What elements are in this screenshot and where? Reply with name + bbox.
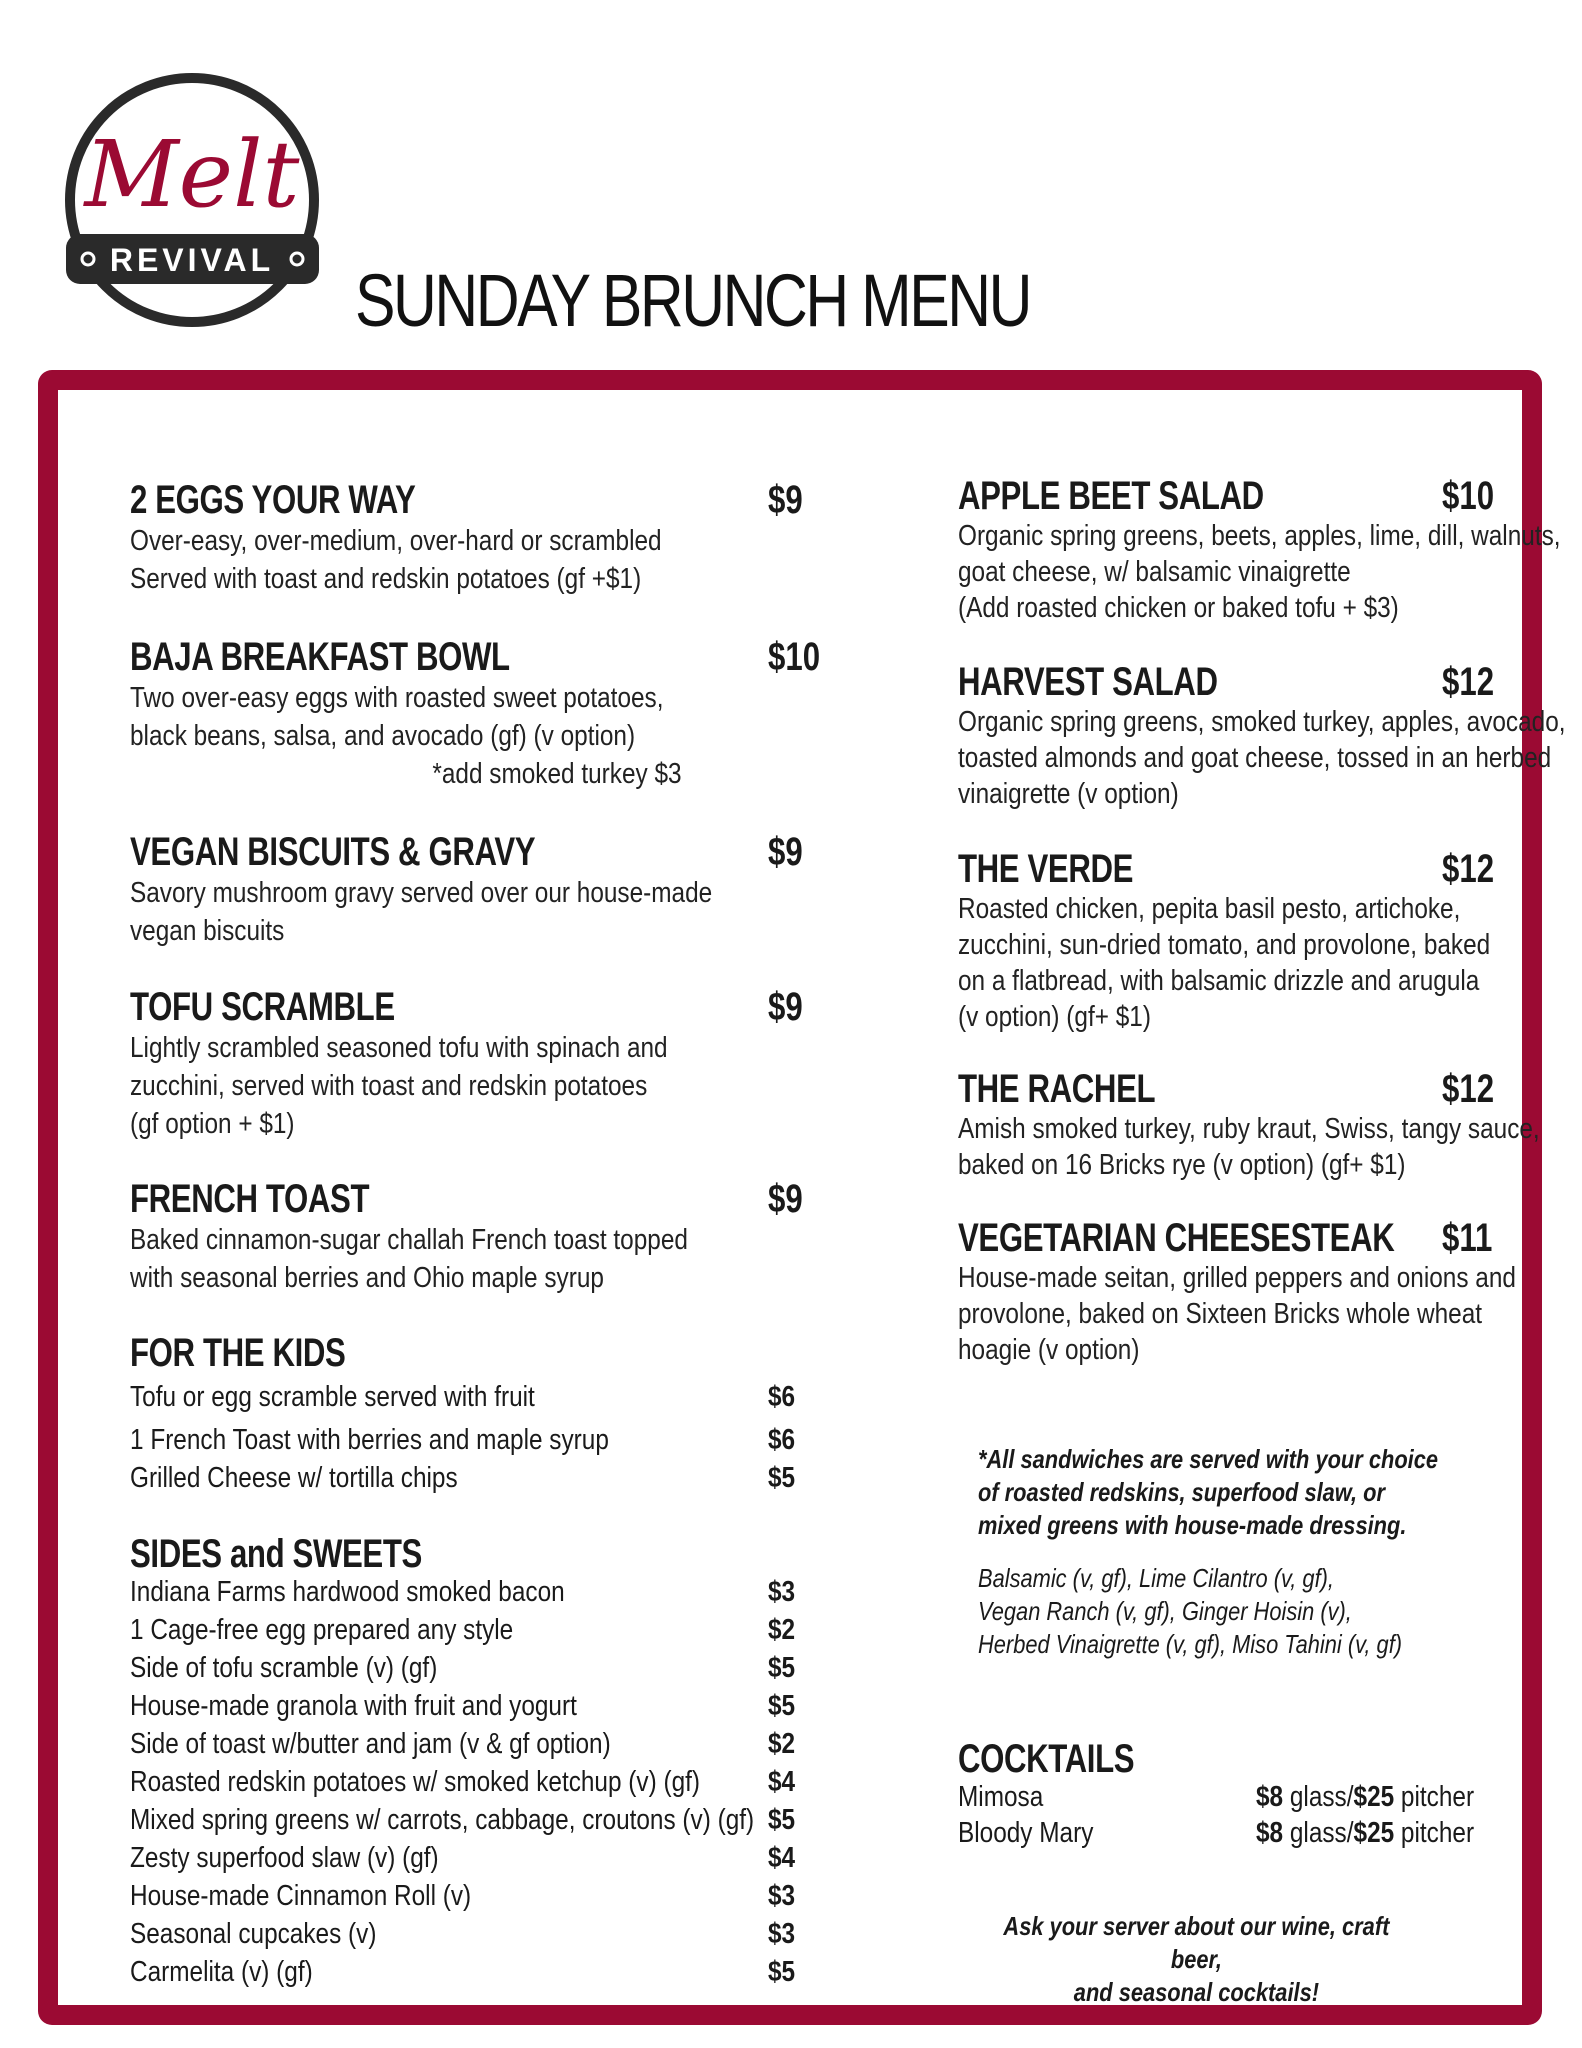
- item-name: TOFU SCRAMBLE: [130, 985, 395, 1029]
- item-name: VEGAN BISCUITS & GRAVY: [130, 830, 536, 874]
- item-description: House-made seitan, grilled peppers and onions and provolone, baked on Sixteen Bricks whole wheat hoagie (v option): [958, 1262, 1516, 1366]
- item-description: Organic spring greens, beets, apples, lime, dill, walnuts, goat cheese, w/ balsamic vinaigrette (Add roasted chicken or baked tofu + $3): [958, 520, 1561, 624]
- section-heading: COCKTAILS: [958, 1737, 1135, 1781]
- item-description: Savory mushroom gravy served over our house-made vegan biscuits: [130, 877, 713, 947]
- list-item: Zesty superfood slaw (v) (gf) $4: [130, 1842, 796, 1874]
- menu-item: [958, 1067, 1582, 1183]
- list-item: House-made granola with fruit and yogurt $5: [130, 1690, 796, 1722]
- item-description: Roasted chicken, pepita basil pesto, artichoke, zucchini, sun-dried tomato, and provolone, baked on a flatbread, with balsamic drizzle and arugula (v option) (gf+ $1): [958, 893, 1491, 1033]
- menu-item: [130, 830, 810, 950]
- sides-section: [130, 1532, 810, 1994]
- list-item: Mixed spring greens w/ carrots, cabbage, croutons (v) (gf) $5: [130, 1804, 796, 1836]
- menu-item: [958, 1216, 1582, 1368]
- menu-item: [130, 635, 821, 793]
- item-price: $10: [1442, 474, 1495, 518]
- item-name: FRENCH TOAST: [130, 1177, 370, 1221]
- list-item: Indiana Farms hardwood smoked bacon $3: [130, 1576, 796, 1608]
- item-name: THE VERDE: [958, 847, 1134, 891]
- item-name: HARVEST SALAD: [958, 660, 1218, 704]
- item-description: Amish smoked turkey, ruby kraut, Swiss, tangy sauce, baked on 16 Bricks rye (v option) (gf+ $1): [958, 1113, 1540, 1181]
- item-price: $12: [1442, 1067, 1495, 1111]
- item-name: APPLE BEET SALAD: [958, 474, 1264, 518]
- item-description: Baked cinnamon-sugar challah French toast topped with seasonal berries and Ohio maple syrup: [130, 1224, 688, 1294]
- logo-banner-text: REVIVAL: [109, 242, 275, 278]
- list-item: Grilled Cheese w/ tortilla chips $5: [130, 1462, 796, 1494]
- item-price: $10: [768, 635, 821, 679]
- list-item: 1 Cage-free egg prepared any style $2: [130, 1614, 796, 1646]
- list-item: Roasted redskin potatoes w/ smoked ketchup (v) (gf) $4: [130, 1766, 796, 1798]
- item-description: Over-easy, over-medium, over-hard or scrambled Served with toast and redskin potatoes (gf +$1): [130, 525, 662, 595]
- item-price: $11: [1442, 1216, 1493, 1260]
- menu-item: [130, 1177, 810, 1297]
- list-item: House-made Cinnamon Roll (v) $3: [130, 1880, 796, 1912]
- cocktails-section: [958, 1737, 1582, 1853]
- menu-item: [130, 985, 810, 1143]
- menu-item: [958, 660, 1582, 812]
- section-heading: SIDES and SWEETS: [130, 1532, 422, 1576]
- list-item: Side of tofu scramble (v) (gf) $5: [130, 1652, 796, 1684]
- item-description: Organic spring greens, smoked turkey, apples, avocado, toasted almonds and goat cheese, tossed in an herbed vinaigrette (v option): [958, 706, 1566, 810]
- sandwich-note: *All sandwiches are served with your choice of roasted redskins, superfood slaw, or mixed greens with house-made dressing.: [978, 1444, 1439, 1540]
- item-description: Two over-easy eggs with roasted sweet potatoes, black beans, salsa, and avocado (gf) (v option) *add smoked turkey $3: [130, 679, 701, 793]
- cocktail-row: Bloody Mary $8 glass/$25 pitcher: [958, 1817, 1475, 1849]
- list-item: Tofu or egg scramble served with fruit $6: [130, 1381, 796, 1413]
- item-price: $9: [768, 830, 803, 874]
- item-name: 2 EGGS YOUR WAY: [130, 478, 416, 522]
- logo-word: Melt: [84, 121, 300, 228]
- section-heading: FOR THE KIDS: [130, 1331, 346, 1375]
- item-price: $12: [1442, 847, 1495, 891]
- cocktail-row: Mimosa $8 glass/$25 pitcher: [958, 1781, 1475, 1813]
- menu-frame: [38, 370, 1566, 2025]
- menu-item: [958, 847, 1582, 1035]
- item-description: Lightly scrambled seasoned tofu with spinach and zucchini, served with toast and redskin potatoes (gf option + $1): [130, 1032, 668, 1140]
- closing-note: Ask your server about our wine, craft beer, and seasonal cocktails!: [1003, 1911, 1390, 2007]
- kids-section: [130, 1331, 810, 1500]
- item-price: $9: [768, 985, 803, 1029]
- list-item: Seasonal cupcakes (v) $3: [130, 1918, 796, 1950]
- item-name: BAJA BREAKFAST BOWL: [130, 635, 510, 679]
- item-note: *add smoked turkey $3: [432, 758, 682, 790]
- list-item: Carmelita (v) (gf) $5: [130, 1956, 796, 1988]
- dressing-list: Balsamic (v, gf), Lime Cilantro (v, gf), Vegan Ranch (v, gf), Ginger Hoisin (v), Herbed Vinaigrette (v, gf), Miso Tahini (v, gf): [978, 1563, 1403, 1659]
- menu-item: [130, 478, 810, 598]
- item-name: THE RACHEL: [958, 1067, 1156, 1111]
- item-price: $12: [1442, 660, 1495, 704]
- list-item: Side of toast w/butter and jam (v & gf option) $2: [130, 1728, 796, 1760]
- menu-title: SUNDAY BRUNCH MENU: [355, 259, 1030, 342]
- melt-revival-logo: [60, 68, 325, 333]
- list-item: 1 French Toast with berries and maple syrup $6: [130, 1424, 796, 1456]
- menu-item: [958, 474, 1582, 626]
- item-price: $9: [768, 1177, 803, 1221]
- item-price: $9: [768, 478, 803, 522]
- item-name: VEGETARIAN CHEESESTEAK: [958, 1216, 1395, 1260]
